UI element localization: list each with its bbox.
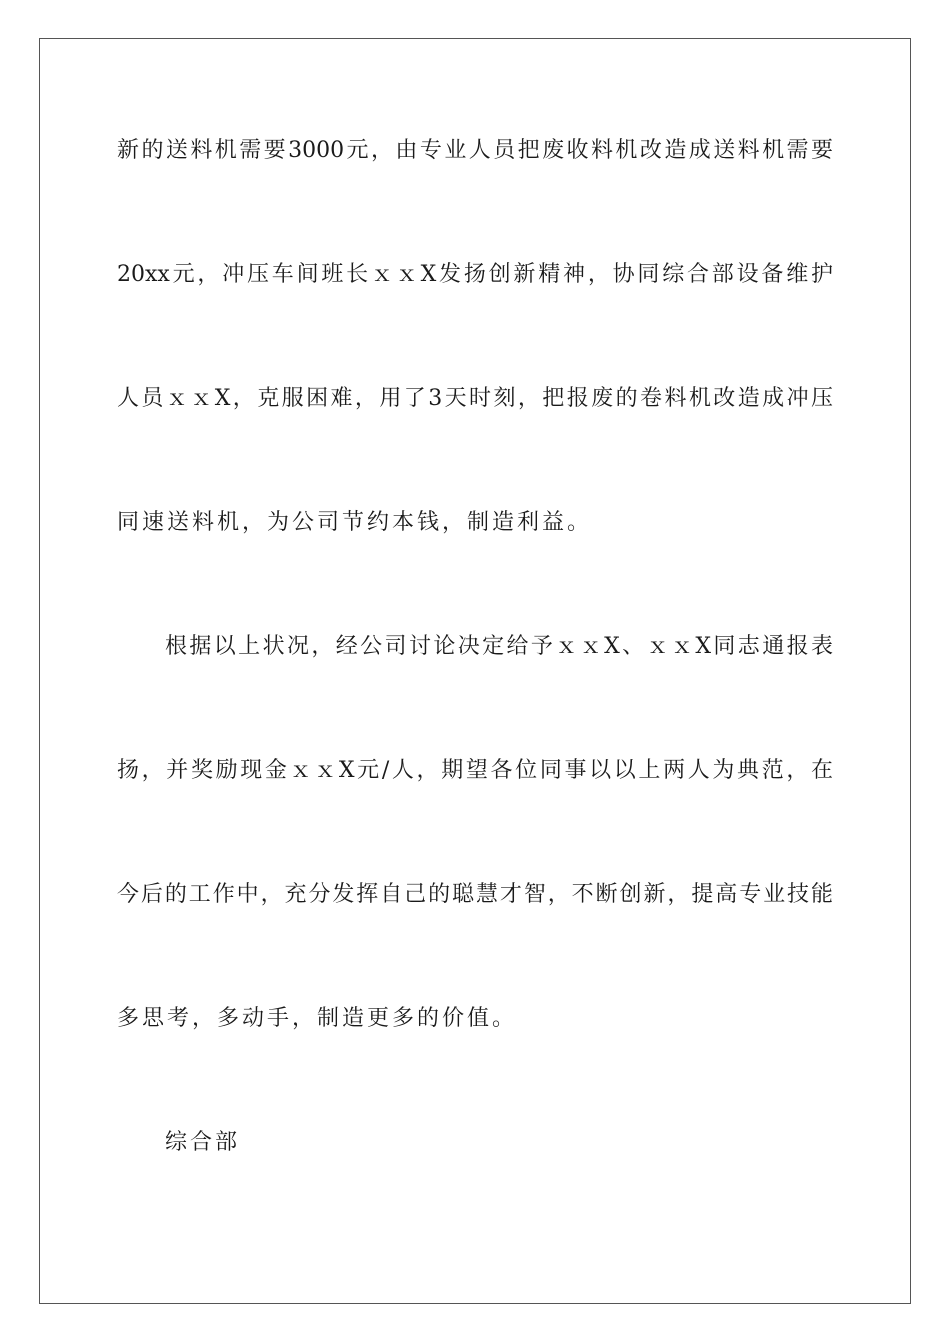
paragraph-line-8: 多思考，多动手，制造更多的价值。 — [117, 1006, 518, 1031]
paragraph-line-7: 今后的工作中，充分发挥自己的聪慧才智，不断创新，提高专业技能 — [117, 882, 833, 907]
paragraph-line-2: 20xx元，冲压车间班长ｘｘX发扬创新精神，协同综合部设备维护 — [117, 262, 833, 287]
page-frame — [39, 38, 911, 1304]
paragraph-line-4: 同速送料机，为公司节约本钱，制造利益。 — [117, 510, 593, 535]
paragraph-line-1: 新的送料机需要3000元，由专业人员把废收料机改造成送料机需要 — [117, 138, 833, 163]
paragraph-line-6: 扬，并奖励现金ｘｘX元/人，期望各位同事以以上两人为典范，在 — [117, 758, 833, 783]
paragraph-line-3: 人员ｘｘX，克服困难，用了3天时刻，把报废的卷料机改造成冲压 — [117, 386, 833, 411]
paragraph-line-5: 根据以上状况，经公司讨论决定给予ｘｘX、ｘｘX同志通报表 — [165, 634, 833, 659]
signature-department: 综合部 — [165, 1130, 241, 1155]
